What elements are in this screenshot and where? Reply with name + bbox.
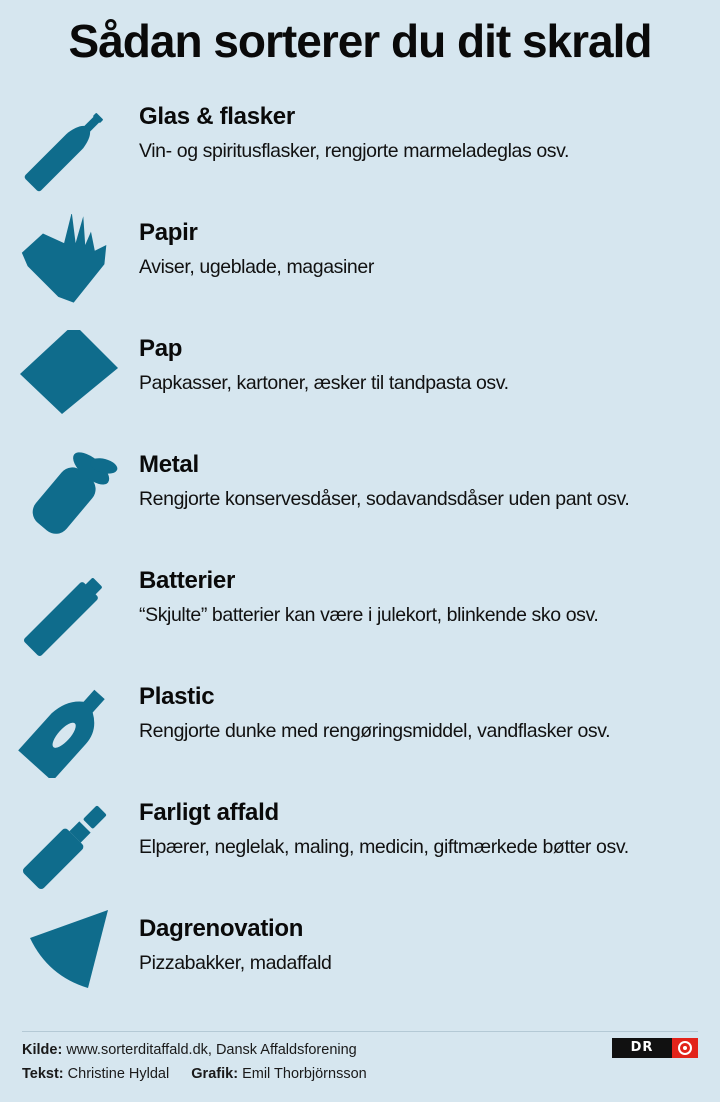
paper-icon bbox=[18, 214, 118, 314]
footer-divider bbox=[22, 1031, 698, 1032]
category-hazardous bbox=[0, 794, 720, 894]
item-description: Rengjorte dunke med rengøringsmiddel, vandflasker osv. bbox=[139, 720, 611, 742]
item-title: Papir bbox=[139, 219, 198, 246]
hazardous-bottle-icon bbox=[18, 794, 118, 894]
source-credit bbox=[22, 1042, 357, 1058]
category-residual-waste bbox=[0, 910, 720, 1010]
plastic-jug-icon bbox=[18, 678, 118, 778]
logo-text: DR bbox=[612, 1038, 672, 1058]
logo-mark-icon bbox=[672, 1038, 698, 1058]
can-icon bbox=[18, 446, 118, 546]
item-title: Farligt affald bbox=[139, 799, 279, 826]
category-metal bbox=[0, 446, 720, 546]
graphic-label: Grafik: bbox=[191, 1066, 239, 1082]
text-author: Christine Hyldal bbox=[67, 1066, 170, 1082]
item-title: Plastic bbox=[139, 683, 215, 710]
source-text: www.sorterditaffald.dk, Dansk Affaldsforening bbox=[66, 1042, 357, 1058]
cardboard-icon bbox=[18, 330, 118, 430]
item-description: “Skjulte” batterier kan være i julekort, blinkende sko osv. bbox=[139, 604, 599, 626]
item-title: Glas & flasker bbox=[139, 103, 295, 130]
item-title: Batterier bbox=[139, 567, 236, 594]
item-description: Vin- og spiritusflasker, rengjorte marmeladeglas osv. bbox=[139, 140, 570, 162]
category-plastic bbox=[0, 678, 720, 778]
page-title: Sådan sorterer du dit skrald bbox=[68, 15, 652, 67]
item-title: Pap bbox=[139, 335, 183, 362]
bottle-icon bbox=[18, 98, 118, 198]
item-description: Rengjorte konservesdåser, sodavandsdåser uden pant osv. bbox=[139, 488, 630, 510]
battery-icon bbox=[18, 562, 118, 662]
item-title: Dagrenovation bbox=[139, 915, 304, 942]
category-cardboard bbox=[0, 330, 720, 430]
pizza-slice-icon bbox=[18, 910, 118, 1010]
graphic-author: Emil Thorbjörnsson bbox=[242, 1066, 367, 1082]
category-paper bbox=[0, 214, 720, 314]
author-credit bbox=[22, 1066, 367, 1082]
source-label: Kilde: bbox=[22, 1042, 63, 1058]
category-battery bbox=[0, 562, 720, 662]
item-title: Metal bbox=[139, 451, 199, 478]
item-description: Pizzabakker, madaffald bbox=[139, 952, 332, 974]
item-description: Papkasser, kartoner, æsker til tandpasta osv. bbox=[139, 372, 509, 394]
dr-logo bbox=[612, 1038, 698, 1058]
item-description: Aviser, ugeblade, magasiner bbox=[139, 256, 374, 278]
text-label: Tekst: bbox=[22, 1066, 64, 1082]
category-glass bbox=[0, 98, 720, 198]
item-description: Elpærer, neglelak, maling, medicin, giftmærkede bøtter osv. bbox=[139, 836, 629, 858]
